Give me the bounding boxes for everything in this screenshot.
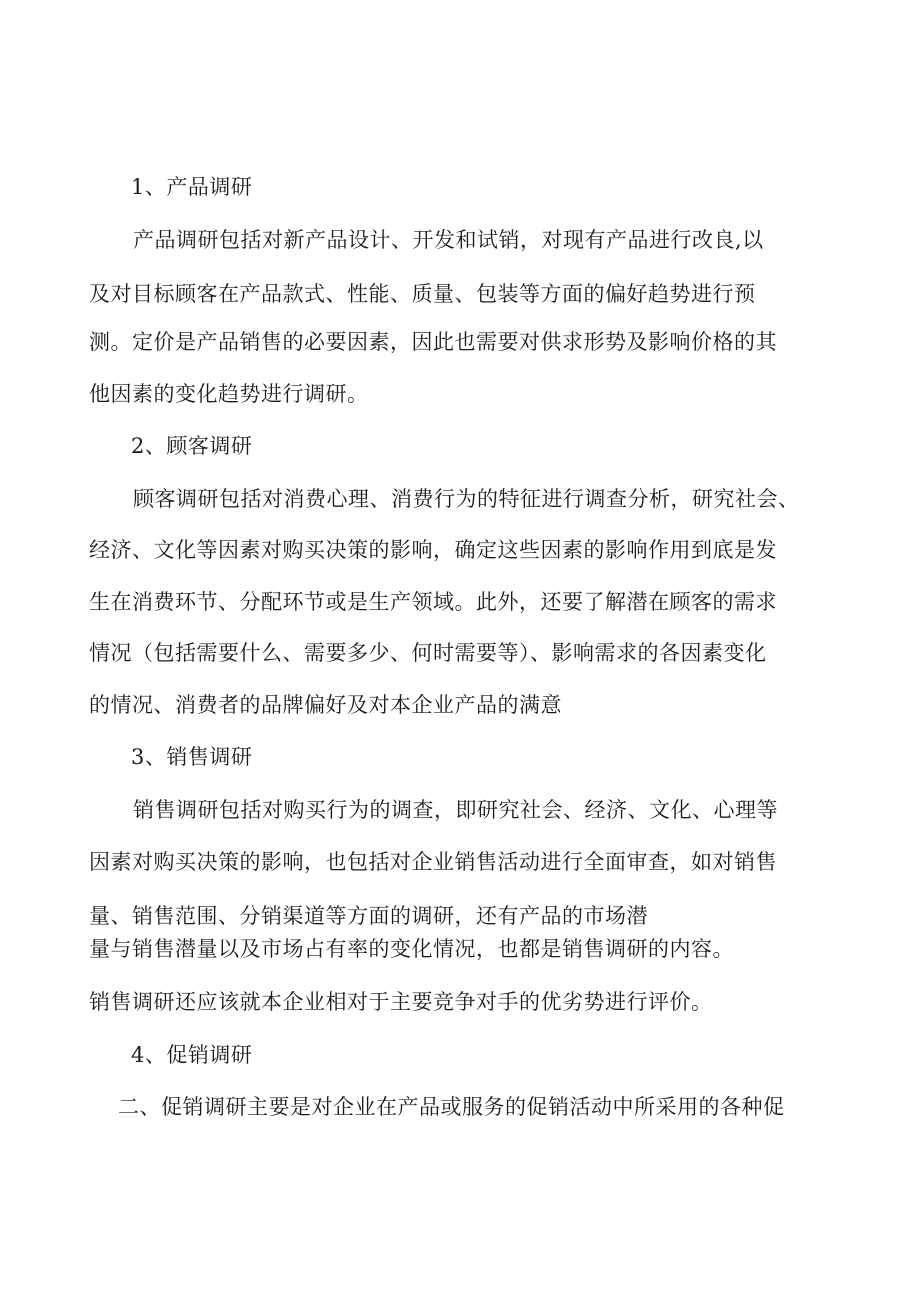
paragraph-line: 他因素的变化趋势进行调研。 [89,382,369,406]
paragraph-line: 销售调研还应该就本企业相对于主要竞争对手的优劣势进行评价。 [89,990,713,1014]
paragraph-line: 经济、文化等因素对购买决策的影响，确定这些因素的影响作用到底是发 [89,538,777,562]
paragraph-line: 量、销售范围、分销渠道等方面的调研，还有产品的市场潜 [89,904,648,928]
paragraph-line: 因素对购买决策的影响，也包括对企业销售活动进行全面审查，如对销售 [89,850,777,874]
paragraph-line: 量与销售潜量以及市场占有率的变化情况，也都是销售调研的内容。 [89,937,734,961]
paragraph-line: 销售调研包括对购买行为的调查，即研究社会、经济、文化、心理等 [133,798,778,822]
heading-product-research: 1、产品调研 [131,175,253,199]
heading-promotion-research: 4、促销调研 [131,1043,253,1067]
paragraph-line: 及对目标顾客在产品款式、性能、质量、包装等方面的偏好趋势进行预 [89,282,756,306]
paragraph-line: 顾客调研包括对消费心理、消费行为的特征进行调查分析，研究社会、 [133,487,800,511]
heading-customer-research: 2、顾客调研 [131,434,253,458]
paragraph-line: 的情况、消费者的品牌偏好及对本企业产品的满意 [89,693,562,717]
paragraph-line: 生在消费环节、分配环节或是生产领域。此外，还要了解潜在顾客的需求 [89,590,777,614]
paragraph-line: 二、促销调研主要是对企业在产品或服务的促销活动中所采用的各种促 [118,1095,785,1119]
paragraph-line: 测。定价是产品销售的必要因素，因此也需要对供求形势及影响价格的其 [89,330,777,354]
heading-sales-research: 3、销售调研 [131,745,253,769]
paragraph-line: 情况（包括需要什么、需要多少、何时需要等）、影响需求的各因素变化 [89,641,767,665]
paragraph-line: 产品调研包括对新产品设计、开发和试销，对现有产品进行改良,以 [133,228,764,252]
